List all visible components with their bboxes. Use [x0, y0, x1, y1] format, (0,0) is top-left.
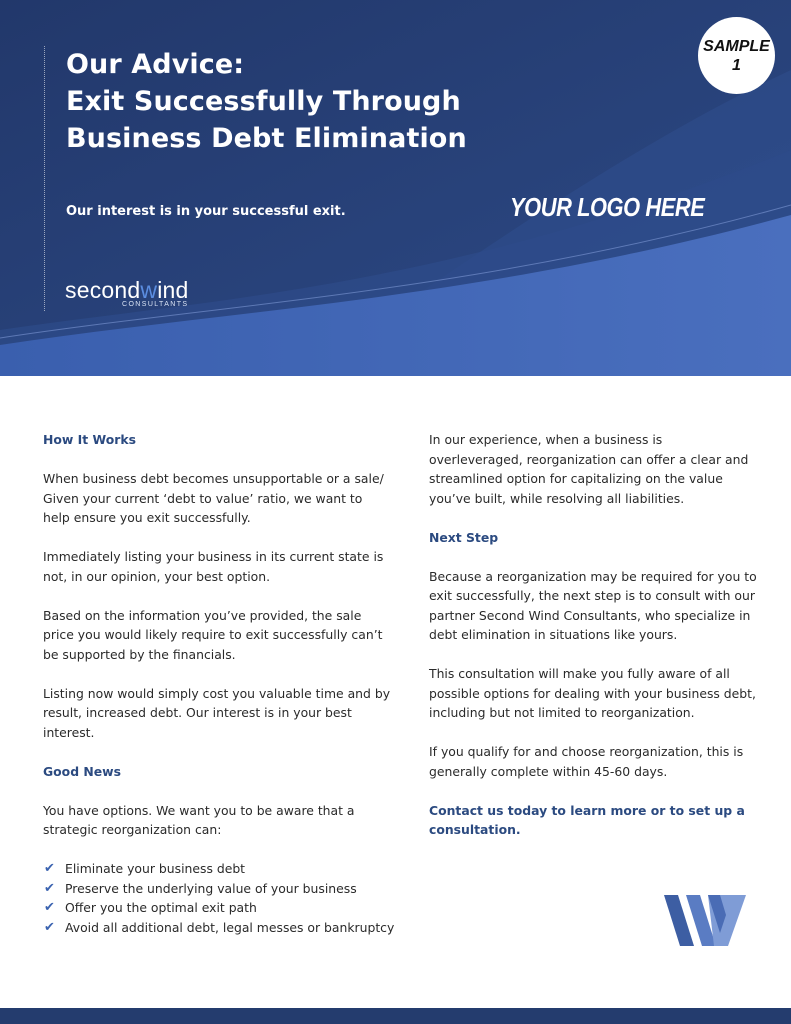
how-it-works-heading: How It Works — [43, 432, 136, 447]
left-column — [43, 430, 393, 937]
check-icon: ✔ — [44, 919, 55, 935]
check-icon: ✔ — [44, 880, 55, 896]
w-logo-icon — [664, 893, 746, 948]
checklist-item-text: Preserve the underlying value of your business — [65, 880, 357, 896]
title-line-3: Business Debt Elimination — [66, 123, 467, 154]
header-banner — [0, 0, 791, 376]
title-line-1: Our Advice: — [66, 49, 245, 80]
brand-word-end: ind — [157, 277, 189, 303]
right-column — [429, 430, 759, 859]
footer-bar — [0, 1008, 791, 1024]
checklist-item — [43, 898, 393, 918]
next-step-heading: Next Step — [429, 529, 499, 545]
checklist-item — [43, 918, 393, 938]
sample-badge-number: 1 — [732, 57, 741, 74]
title-line-2: Exit Successfully Through — [66, 86, 461, 117]
good-news-paragraph: You have options. We want you to be aware that a strategic reorganization can: — [43, 802, 355, 837]
next-step-paragraph-2: This consultation will make you fully aware of all possible options for dealing with your business debt, including but not limited to reorganization. — [429, 666, 756, 720]
how-paragraph-3: Based on the information you’ve provided, the sale price you would likely require to exit successfully can’t be supported by the financials. — [43, 607, 383, 662]
contact-call-to-action: Contact us today to learn more or to set up a consultation. — [429, 802, 745, 837]
check-icon: ✔ — [44, 900, 55, 915]
logo-placeholder: YOUR LOGO HERE — [510, 192, 705, 222]
how-paragraph-4: Listing now would simply cost you valuable time and by result, increased debt. Our interest is in your best interest. — [43, 685, 391, 740]
check-icon: ✔ — [44, 861, 55, 876]
next-step-paragraph-3: If you qualify for and choose reorganization, this is generally complete within 45-60 days. — [429, 744, 744, 779]
brand-wordmark — [65, 278, 188, 302]
how-paragraph-1: When business debt becomes unsupportable or a sale/ Given your current ‘debt to value’ ratio, we want to help ensure you exit successfully. — [43, 471, 384, 525]
header-divider-line — [44, 46, 45, 311]
sample-badge — [698, 17, 775, 94]
sample-badge-label: SAMPLE — [703, 38, 770, 55]
brand-subtitle: CONSULTANTS — [122, 301, 189, 308]
brand-word-w: w — [140, 277, 158, 303]
checklist-item-text: Avoid all additional debt, legal messes or bankruptcy — [65, 919, 395, 935]
checklist-item — [43, 879, 393, 899]
checklist-item — [43, 859, 393, 879]
next-step-paragraph-1: Because a reorganization may be required for you to exit successfully, the next step is to consult with our partner Second Wind Consultants, who specialize in debt elimination in situations like yours. — [429, 568, 757, 642]
brand-word-start: second — [65, 277, 141, 303]
tagline: Our interest is in your successful exit. — [66, 204, 346, 219]
page-title — [66, 46, 467, 157]
how-paragraph-2: Immediately listing your business in its current state is not, in our opinion, your best option. — [43, 549, 384, 584]
benefit-checklist — [43, 859, 393, 937]
brand-logo — [65, 278, 188, 308]
checklist-item-text: Eliminate your business debt — [65, 861, 246, 876]
good-news-heading: Good News — [43, 763, 121, 779]
experience-paragraph: In our experience, when a business is overleveraged, reorganization can offer a clear and streamlined option for capitalizing on the value you’ve built, while resolving all liabilities. — [429, 432, 749, 506]
checklist-item-text: Offer you the optimal exit path — [65, 900, 257, 915]
